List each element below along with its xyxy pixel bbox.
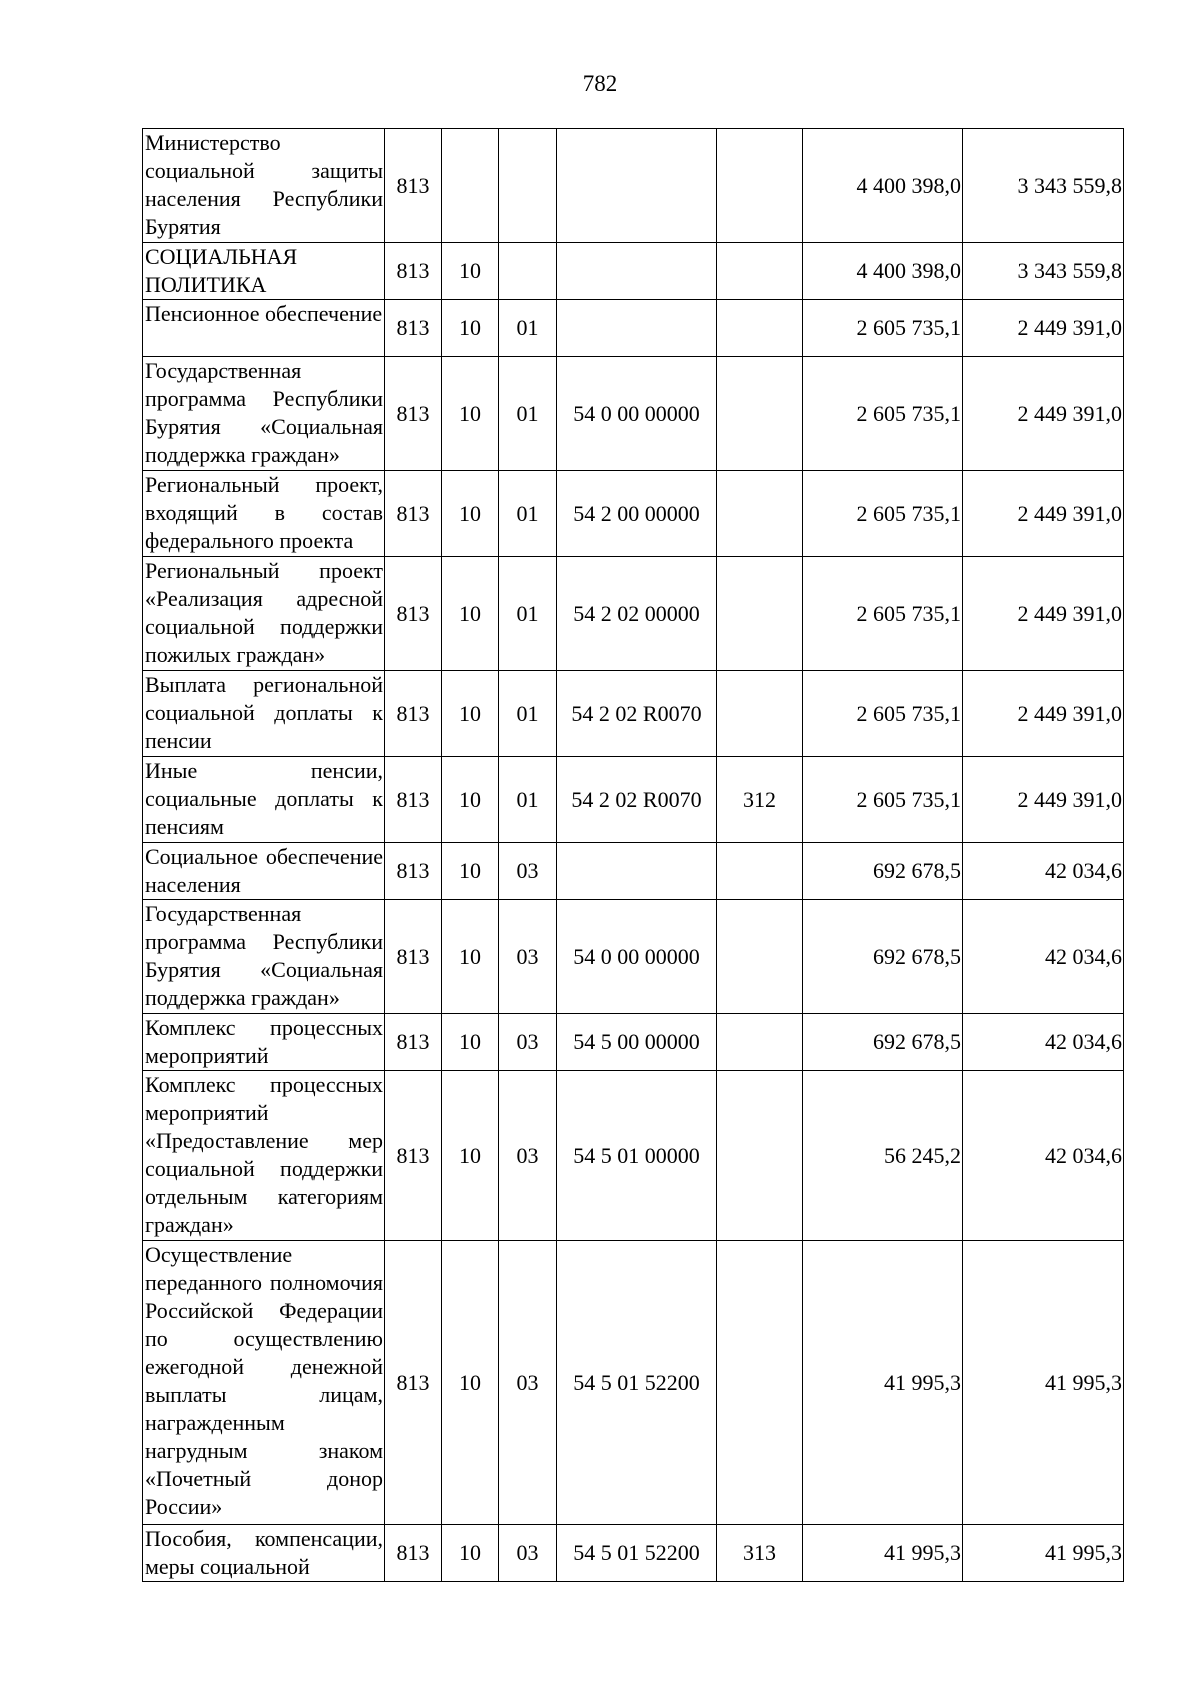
table-row (143, 1525, 1124, 1582)
sum-first: 56 245,2 (803, 1071, 963, 1241)
expense-type (717, 1241, 803, 1525)
table-row (143, 1071, 1124, 1241)
section-code: 10 (442, 557, 499, 671)
subsection-code: 01 (499, 357, 557, 471)
table-row (143, 671, 1124, 757)
section-code (442, 129, 499, 243)
ministry-code: 813 (385, 843, 442, 900)
budget-table (142, 128, 1124, 1582)
ministry-code: 813 (385, 1071, 442, 1241)
row-name: Пенсионное обеспечение (143, 300, 385, 357)
sum-first: 41 995,3 (803, 1525, 963, 1582)
sum-second: 2 449 391,0 (963, 557, 1124, 671)
sum-first: 41 995,3 (803, 1241, 963, 1525)
sum-second: 2 449 391,0 (963, 757, 1124, 843)
ministry-code: 813 (385, 900, 442, 1014)
sum-second: 3 343 559,8 (963, 129, 1124, 243)
row-name: Социальное обеспечение населения (143, 843, 385, 900)
table-row (143, 557, 1124, 671)
subsection-code: 03 (499, 1014, 557, 1071)
table-row (143, 357, 1124, 471)
sum-first: 2 605 735,1 (803, 757, 963, 843)
sum-second: 2 449 391,0 (963, 300, 1124, 357)
table-row (143, 757, 1124, 843)
target-article (557, 129, 717, 243)
expense-type (717, 1014, 803, 1071)
row-name: Региональный проект «Реализация адресной социальной поддержки пожилых граждан» (143, 557, 385, 671)
sum-first: 692 678,5 (803, 1014, 963, 1071)
sum-second: 2 449 391,0 (963, 471, 1124, 557)
section-code: 10 (442, 1071, 499, 1241)
ministry-code: 813 (385, 357, 442, 471)
sum-second: 42 034,6 (963, 1071, 1124, 1241)
sum-second: 3 343 559,8 (963, 243, 1124, 300)
expense-type (717, 900, 803, 1014)
target-article (557, 243, 717, 300)
ministry-code: 813 (385, 1525, 442, 1582)
table-row (143, 1014, 1124, 1071)
subsection-code: 03 (499, 1071, 557, 1241)
row-name: Комплекс процессных мероприятий (143, 1014, 385, 1071)
row-name: Государственная программа Республики Бурятия «Социальная поддержка граждан» (143, 357, 385, 471)
row-name: Комплекс процессных мероприятий «Предоставление мер социальной поддержки отдельным категориям граждан» (143, 1071, 385, 1241)
ministry-code: 813 (385, 300, 442, 357)
section-code: 10 (442, 900, 499, 1014)
target-article: 54 5 01 52200 (557, 1525, 717, 1582)
sum-first: 2 605 735,1 (803, 557, 963, 671)
subsection-code: 01 (499, 671, 557, 757)
section-code: 10 (442, 671, 499, 757)
target-article: 54 5 00 00000 (557, 1014, 717, 1071)
section-code: 10 (442, 757, 499, 843)
ministry-code: 813 (385, 1014, 442, 1071)
sum-first: 4 400 398,0 (803, 129, 963, 243)
sum-second: 2 449 391,0 (963, 357, 1124, 471)
table-row (143, 300, 1124, 357)
subsection-code: 01 (499, 300, 557, 357)
expense-type (717, 300, 803, 357)
section-code: 10 (442, 1241, 499, 1525)
sum-first: 692 678,5 (803, 900, 963, 1014)
sum-first: 692 678,5 (803, 843, 963, 900)
sum-first: 2 605 735,1 (803, 471, 963, 557)
subsection-code: 03 (499, 843, 557, 900)
sum-second: 2 449 391,0 (963, 671, 1124, 757)
target-article: 54 0 00 00000 (557, 357, 717, 471)
subsection-code (499, 243, 557, 300)
target-article (557, 300, 717, 357)
expense-type (717, 843, 803, 900)
section-code: 10 (442, 1525, 499, 1582)
table-row (143, 843, 1124, 900)
target-article: 54 2 00 00000 (557, 471, 717, 557)
row-name: Пособия, компенсации, меры социальной (143, 1525, 385, 1582)
table-row (143, 129, 1124, 243)
sum-first: 4 400 398,0 (803, 243, 963, 300)
sum-second: 42 034,6 (963, 843, 1124, 900)
section-code: 10 (442, 243, 499, 300)
sum-second: 42 034,6 (963, 900, 1124, 1014)
expense-type (717, 129, 803, 243)
expense-type (717, 357, 803, 471)
expense-type: 312 (717, 757, 803, 843)
row-name: СОЦИАЛЬНАЯ ПОЛИТИКА (143, 243, 385, 300)
table-row (143, 1241, 1124, 1525)
subsection-code (499, 129, 557, 243)
page-number: 782 (582, 71, 618, 96)
section-code: 10 (442, 1014, 499, 1071)
ministry-code: 813 (385, 757, 442, 843)
sum-second: 41 995,3 (963, 1525, 1124, 1582)
subsection-code: 03 (499, 1241, 557, 1525)
sum-second: 42 034,6 (963, 1014, 1124, 1071)
row-name: Региональный проект, входящий в состав федерального проекта (143, 471, 385, 557)
table-row (143, 243, 1124, 300)
expense-type (717, 243, 803, 300)
sum-first: 2 605 735,1 (803, 357, 963, 471)
target-article (557, 843, 717, 900)
target-article: 54 2 02 00000 (557, 557, 717, 671)
section-code: 10 (442, 300, 499, 357)
ministry-code: 813 (385, 557, 442, 671)
row-name: Осуществление переданного полномочия Российской Федерации по осуществлению ежегодной денежной выплаты лицам, награжденным нагрудным знаком «Почетный донор России» (143, 1241, 385, 1525)
expense-type (717, 671, 803, 757)
ministry-code: 813 (385, 671, 442, 757)
target-article: 54 5 01 00000 (557, 1071, 717, 1241)
target-article: 54 2 02 R0070 (557, 671, 717, 757)
target-article: 54 2 02 R0070 (557, 757, 717, 843)
ministry-code: 813 (385, 129, 442, 243)
target-article: 54 5 01 52200 (557, 1241, 717, 1525)
expense-type (717, 1071, 803, 1241)
expense-type: 313 (717, 1525, 803, 1582)
table-body (143, 129, 1124, 1582)
sum-first: 2 605 735,1 (803, 300, 963, 357)
section-code: 10 (442, 357, 499, 471)
subsection-code: 01 (499, 757, 557, 843)
subsection-code: 03 (499, 1525, 557, 1582)
target-article: 54 0 00 00000 (557, 900, 717, 1014)
table-row (143, 900, 1124, 1014)
section-code: 10 (442, 471, 499, 557)
row-name: Выплата региональной социальной доплаты к пенсии (143, 671, 385, 757)
ministry-code: 813 (385, 243, 442, 300)
row-name: Государственная программа Республики Бурятия «Социальная поддержка граждан» (143, 900, 385, 1014)
subsection-code: 01 (499, 471, 557, 557)
sum-second: 41 995,3 (963, 1241, 1124, 1525)
section-code: 10 (442, 843, 499, 900)
ministry-code: 813 (385, 1241, 442, 1525)
table-row (143, 471, 1124, 557)
sum-first: 2 605 735,1 (803, 671, 963, 757)
row-name: Иные пенсии, социальные доплаты к пенсиям (143, 757, 385, 843)
subsection-code: 01 (499, 557, 557, 671)
ministry-code: 813 (385, 471, 442, 557)
expense-type (717, 471, 803, 557)
expense-type (717, 557, 803, 671)
row-name: Министерство социальной защиты населения Республики Бурятия (143, 129, 385, 243)
subsection-code: 03 (499, 900, 557, 1014)
